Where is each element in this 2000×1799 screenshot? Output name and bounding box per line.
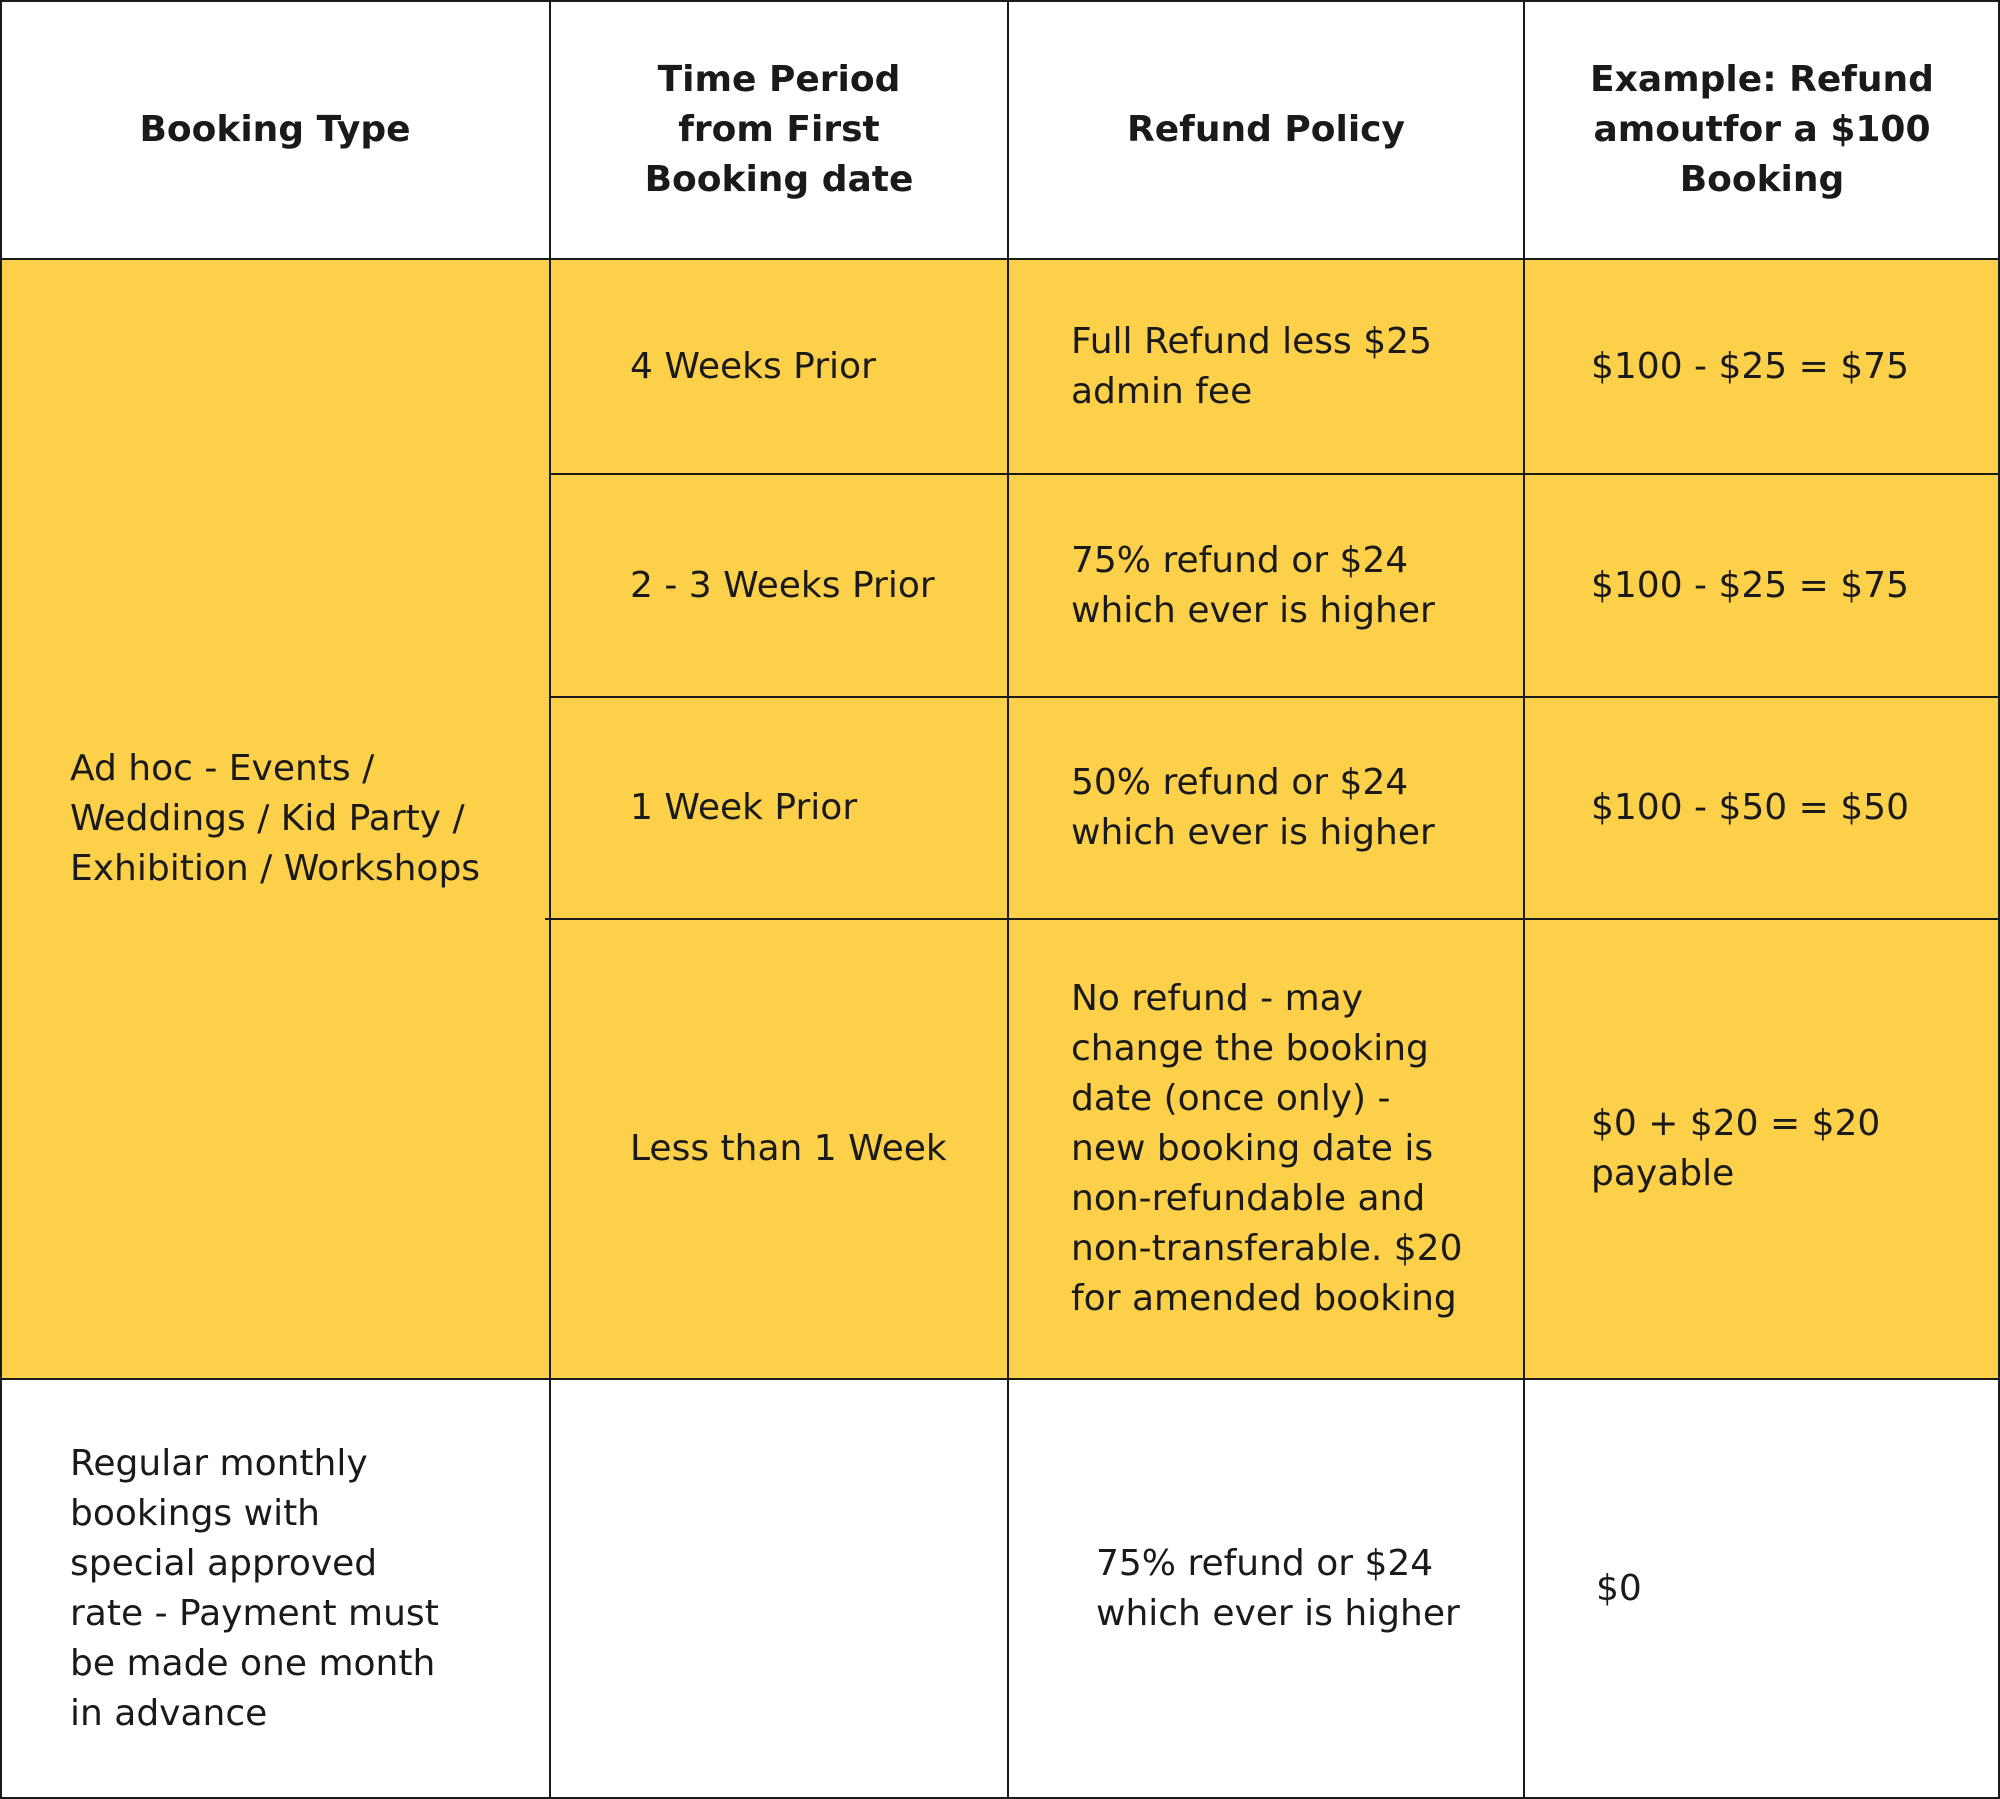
regular-booking-type-cell [0,1379,550,1799]
refund-policy-label: 50% refund or $24 which ever is higher [1071,762,1435,853]
border-left [0,0,2,1799]
regular-time-period-cell [550,1379,1008,1799]
border-top [0,0,2000,2]
example-label: $0 + $20 = $20 payable [1591,1103,1881,1194]
example-label: $100 - $25 = $75 [1591,564,1909,606]
table-row-less-1-week-time-period [550,919,1008,1379]
header-example [1524,0,2000,259]
header-example-label: Example: Refund amoutfor a $100 Booking [1590,58,1934,200]
row-divider [550,473,2000,475]
row-divider [0,1378,2000,1380]
regular-example-label: $0 [1596,1568,1642,1609]
time-period-label: 2 - 3 Weeks Prior [630,564,935,606]
regular-refund-policy-cell [1008,1379,1524,1799]
adhoc-booking-type-cell [0,259,550,1379]
regular-booking-type-label: Regular monthly bookings with special approved rate - Payment must be made one month in advance [70,1443,439,1734]
table-row-4-weeks-time-period [550,259,1008,474]
refund-policy-label: Full Refund less $25 admin fee [1071,320,1432,412]
refund-policy-label: 75% refund or $24 which ever is higher [1071,539,1435,631]
header-refund-policy [1008,0,1524,259]
time-period-label: 4 Weeks Prior [630,345,876,387]
table-row-less-1-week-refund-policy [1008,919,1524,1379]
table-row-1-week-time-period [550,697,1008,919]
row-divider [0,258,2000,260]
column-divider [549,0,551,1799]
table-row-less-1-week-example [1524,919,2000,1379]
column-divider [1523,0,1525,1799]
header-booking-type [0,0,550,259]
regular-example-cell [1524,1379,2000,1799]
header-refund-policy-label: Refund Policy [1127,108,1405,150]
row-divider [550,696,2000,698]
refund-policy-label: No refund - may change the booking date (once only) - new booking date is non-refundable and non-transferable. $20 for amended booking [1071,978,1463,1319]
regular-refund-policy-label: 75% refund or $24 which ever is higher [1096,1543,1460,1634]
row-divider [545,918,2000,920]
table-row-1-week-refund-policy [1008,697,1524,919]
table-row-2-3-weeks-time-period [550,474,1008,697]
table-row-2-3-weeks-refund-policy [1008,474,1524,697]
header-time-period-label: Time Period from First Booking date [644,58,914,200]
header-booking-type-label: Booking Type [139,108,411,150]
adhoc-booking-type-label: Ad hoc - Events / Weddings / Kid Party / Exhibition / Workshops [70,748,481,889]
example-label: $100 - $50 = $50 [1591,787,1909,828]
column-divider [1007,0,1009,1799]
time-period-label: 1 Week Prior [630,787,858,828]
table-row-2-3-weeks-example [1524,474,2000,697]
table-row-4-weeks-refund-policy [1008,259,1524,474]
header-time-period [550,0,1008,259]
table-row-4-weeks-example [1524,259,2000,474]
time-period-label: Less than 1 Week [630,1128,947,1169]
table-row-1-week-example [1524,697,2000,919]
example-label: $100 - $25 = $75 [1591,345,1909,387]
